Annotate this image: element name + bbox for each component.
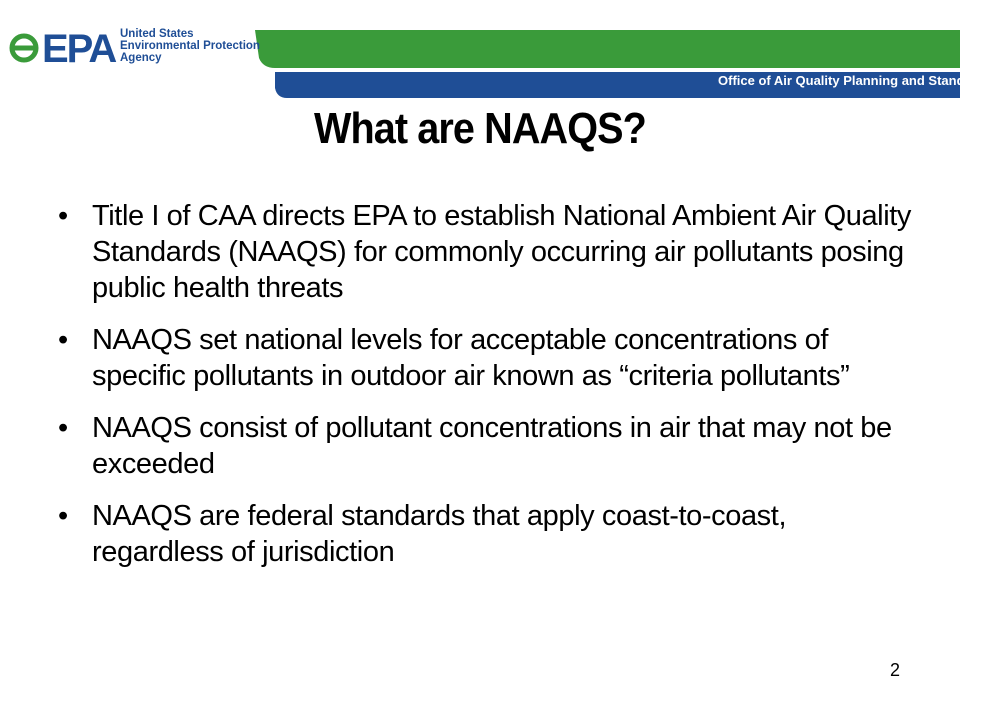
bullet-text: Title I of CAA directs EPA to establish National Ambient Air Quality Standards (NAAQS) for commonly occurring air pollutants posing public health threats [92, 200, 912, 304]
bullet-item [58, 322, 918, 394]
agency-name [120, 28, 260, 64]
bullet-text: NAAQS consist of pollutant concentrations in air that may not be exceeded [92, 412, 892, 480]
bullet-item [58, 410, 918, 482]
agency-line: Agency [120, 52, 162, 64]
bullet-icon: • [58, 324, 68, 356]
bullet-icon: • [58, 200, 68, 232]
bullet-item [58, 498, 918, 570]
bullet-icon: • [58, 500, 68, 532]
bullet-text: NAAQS are federal standards that apply coast-to-coast, regardless of jurisdiction [92, 500, 787, 568]
slide-header [0, 0, 992, 98]
bullet-text: NAAQS set national levels for acceptable concentrations of specific pollutants in outdoor air known as “criteria pollutants” [92, 324, 850, 392]
agency-line: Environmental Protection [120, 40, 260, 52]
bullet-icon: • [58, 412, 68, 444]
page-number: 2 [890, 660, 901, 680]
bullet-list [58, 198, 918, 586]
bullet-item [58, 198, 918, 306]
office-name: Office of Air Quality Planning and Standards [718, 73, 992, 88]
agency-line: United States [120, 28, 194, 40]
epa-logo-text: EPA [42, 27, 116, 71]
slide-title: What are NAAQS? [314, 104, 646, 153]
